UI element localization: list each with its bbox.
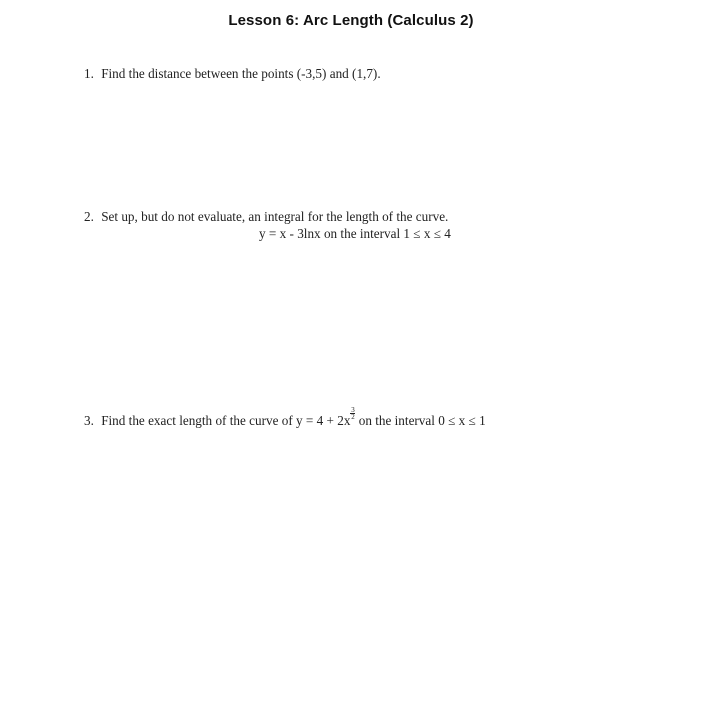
question-3-text-after: on the interval 0 ≤ x ≤ 1 — [355, 413, 486, 428]
question-3 — [84, 407, 486, 429]
question-2-equation: y = x - 3lnx on the interval 1 ≤ x ≤ 4 — [259, 226, 451, 241]
question-2 — [84, 209, 448, 225]
question-2-number: 2. — [84, 209, 94, 224]
question-3-number: 3. — [84, 413, 94, 428]
question-2-text: Set up, but do not evaluate, an integral for the length of the curve. — [101, 209, 449, 224]
question-1-text: Find the distance between the points (-3,5) and (1,7). — [101, 66, 381, 81]
page-title: Lesson 6: Arc Length (Calculus 2) — [228, 12, 474, 29]
exponent-numerator: 3 — [351, 406, 355, 414]
question-3-text-before: Find the exact length of the curve of y = 4 + 2x — [101, 413, 351, 428]
question-1 — [84, 66, 381, 82]
exponent-denominator: 2 — [351, 413, 355, 421]
exponent-fraction — [350, 407, 355, 420]
question-1-number: 1. — [84, 66, 94, 81]
